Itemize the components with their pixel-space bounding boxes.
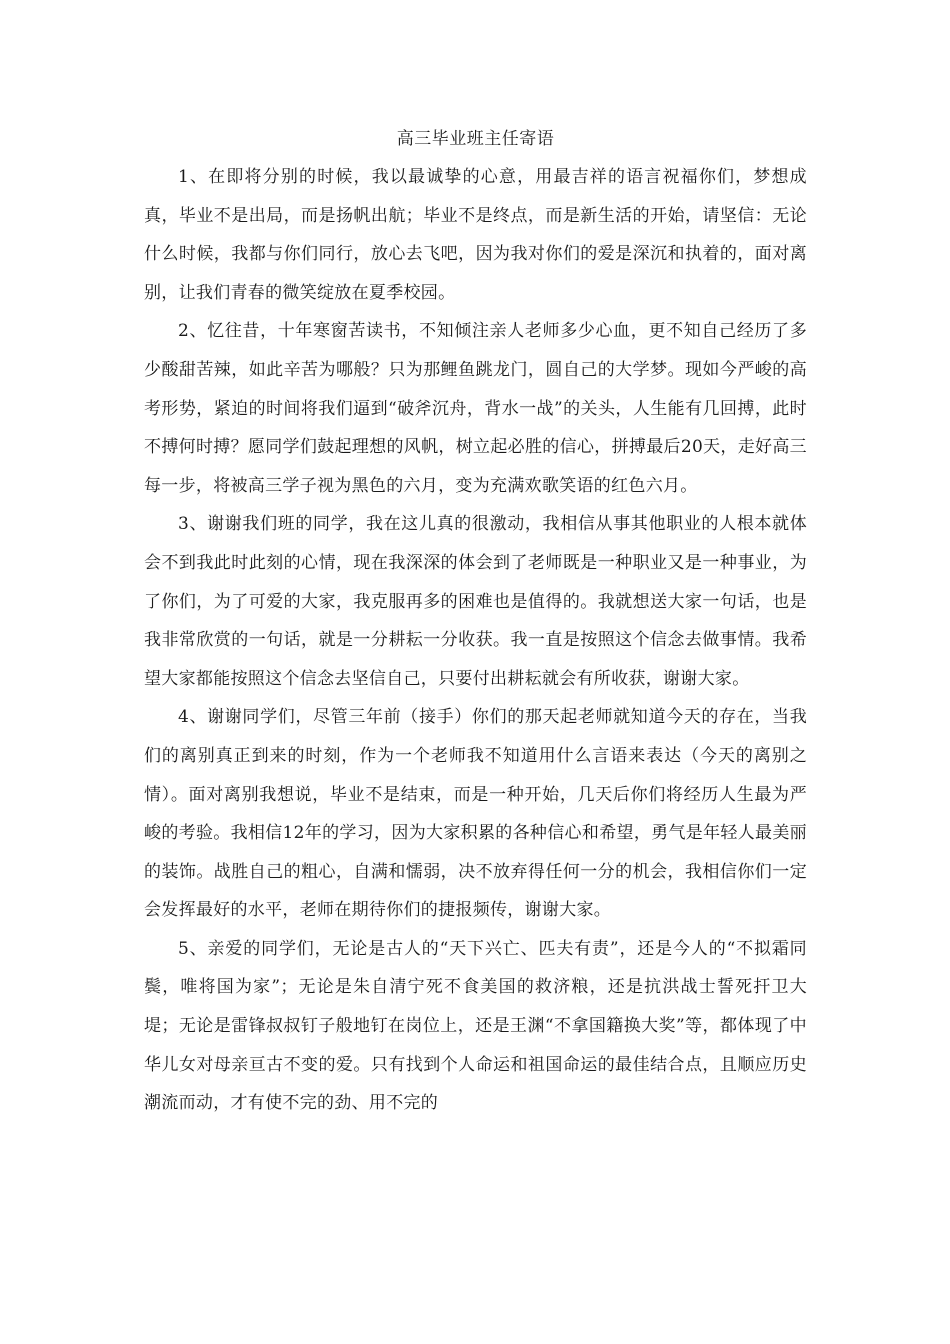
document-title: 高三毕业班主任寄语: [396, 129, 555, 149]
document-page: [144, 124, 807, 1123]
paragraph-1: 1、在即将分别的时候，我以最诚挚的心意，用最吉祥的语言祝福你们，梦想成真，毕业不是出局，而是扬帆出航；毕业不是终点，而是新生活的开始，请坚信：无论什么时候，我都与你们同行，放心去飞吧，因为我对你们的爱是深沉和执着的，面对离别，让我们青春的微笑绽放在夏季校园。: [144, 167, 807, 303]
paragraph-4: 4、谢谢同学们，尽管三年前（接手）你们的那天起老师就知道今天的存在，当我们的离别真正到来的时刻，作为一个老师我不知道用什么言语来表达（今天的离别之情）。面对离别我想说，毕业不是结束，而是一种开始，几天后你们将经历人生最为严峻的考验。我相信12年的学习，因为大家积累的各种信心和希望，勇气是年轻人最美丽的装饰。战胜自己的粗心，自满和懦弱，决不放弃得任何一分的机会，我相信你们一定会发挥最好的水平，老师在期待你们的捷报频传，谢谢大家。: [144, 707, 807, 921]
paragraph-3: 3、谢谢我们班的同学，我在这儿真的很激动，我相信从事其他职业的人根本就体会不到我此时此刻的心情，现在我深深的体会到了老师既是一种职业又是一种事业，为了你们，为了可爱的大家，我克服再多的困难也是值得的。我就想送大家一句话，也是我非常欣赏的一句话，就是一分耕耘一分收获。我一直是按照这个信念去做事情。我希望大家都能按照这个信念去坚信自己，只要付出耕耘就会有所收获，谢谢大家。: [144, 514, 807, 689]
paragraph-2: 2、忆往昔，十年寒窗苦读书，不知倾注亲人老师多少心血，更不知自己经历了多少酸甜苦辣，如此辛苦为哪般？只为那鲤鱼跳龙门，圆自己的大学梦。现如今严峻的高考形势，紧迫的时间将我们逼到“破斧沉舟，背水一战”的关头，人生能有几回搏，此时不搏何时搏？愿同学们鼓起理想的风帆，树立起必胜的信心，拼搏最后20天，走好高三每一步，将被高三学子视为黑色的六月，变为充满欢歌笑语的红色六月。: [144, 321, 807, 496]
paragraph-5: 5、亲爱的同学们，无论是古人的“天下兴亡、匹夫有责”，还是今人的“不拟霜同鬓，唯将国为家”；无论是朱自清宁死不食美国的救济粮，还是抗洪战士誓死扞卫大堤；无论是雷锋叔叔钉子般地钉在岗位上，还是王渊“不拿国籍换大奖”等，都体现了中华儿女对母亲亘古不变的爱。只有找到个人命运和祖国命运的最佳结合点，且顺应历史潮流而动，才有使不完的劲、用不完的: [144, 938, 807, 1114]
